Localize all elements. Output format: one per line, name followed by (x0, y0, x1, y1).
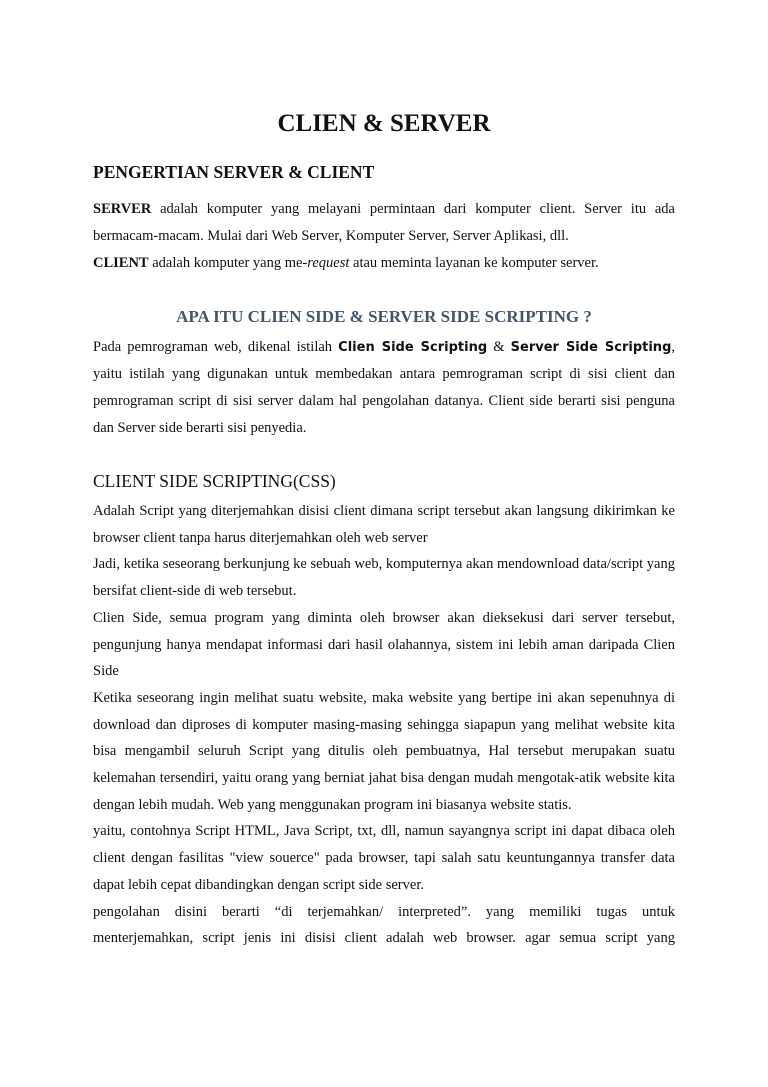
paragraph: yaitu, contohnya Script HTML, Java Script, txt, dll, namun sayangnya script ini dapat dibaca oleh client dengan fasilitas "view souerce" pada browser, tapi salah satu keuntungannya transfer data dapat lebih cepat dibandingkan dengan script side server. (93, 823, 675, 893)
ampersand: & (487, 339, 511, 355)
client-text-1: adalah komputer yang me- (148, 255, 308, 271)
section-heading-css: CLIENT SIDE SCRIPTING(CSS) (93, 471, 336, 491)
client-text-italic: request (307, 255, 350, 271)
page-title: CLIEN & SERVER (277, 110, 491, 137)
server-text: adalah komputer yang melayani permintaan dari komputer client. Server itu ada bermacam-macam. Mulai dari Web Server, Komputer Server, Server Aplikasi, dll. (93, 201, 675, 244)
scripting-paragraph (93, 334, 675, 442)
section-scripting-body (93, 334, 675, 442)
section-heading-scripting: APA ITU CLIEN SIDE & SERVER SIDE SCRIPTING ? (176, 307, 592, 326)
paragraph: Ketika seseorang ingin melihat suatu website, maka website yang bertipe ini akan sepenuhnya di download dan diproses di komputer masing-masing sehingga siapapun yang melihat website kita bisa mengambil seluruh Script yang ditulis oleh pembuatnya, Hal tersebut merupakan suatu kelemahan tersendiri, yaitu orang yang berniat jahat bisa dengan mudah mengotak-atik website kita dengan lebih mudah. Web yang menggunakan program ini biasanya website statis. (93, 689, 675, 813)
client-term: CLIENT (93, 255, 149, 271)
term-server-side: Server Side Scripting (510, 340, 672, 355)
client-definition (93, 250, 675, 277)
paragraph: Adalah Script yang diterjemahkan disisi client dimana script tersebut akan langsung dikirimkan ke browser client tanpa harus diterjemahkan oleh web server (93, 503, 675, 546)
scripting-text-start: Pada pemrograman web, dikenal istilah (93, 339, 339, 355)
section-heading-pengertian: PENGERTIAN SERVER & CLIENT (93, 162, 375, 182)
section-pengertian-body (93, 196, 675, 277)
paragraph: pengolahan disini berarti “di terjemahkan/ interpreted”. yang memiliki tugas untuk menterjemahkan, script jenis ini disisi client adalah web browser. agar semua script yang (93, 903, 675, 947)
scripting-text-rest: , yaitu istilah yang digunakan untuk membedakan antara pemrograman script di sisi client dan pemrograman script di sisi server dalam hal pengolahan datanya. Client side berarti sisi penguna dan Server side berarti sisi penyedia. (93, 339, 675, 436)
server-term: SERVER (93, 201, 152, 217)
client-text-2: atau meminta layanan ke komputer server. (349, 255, 599, 271)
paragraph: Jadi, ketika seseorang berkunjung ke sebuah web, komputernya akan mendownload data/script yang bersifat client-side di web tersebut. (93, 556, 675, 600)
server-definition (93, 196, 675, 250)
section-css-body (93, 498, 675, 952)
paragraph: Clien Side, semua program yang diminta oleh browser akan dieksekusi dari server tersebut, pengunjung hanya mendapat informasi dari hasil olahannya, sistem ini lebih aman daripada Clien Side (93, 609, 675, 680)
term-clien-side: Clien Side Scripting (338, 340, 488, 355)
